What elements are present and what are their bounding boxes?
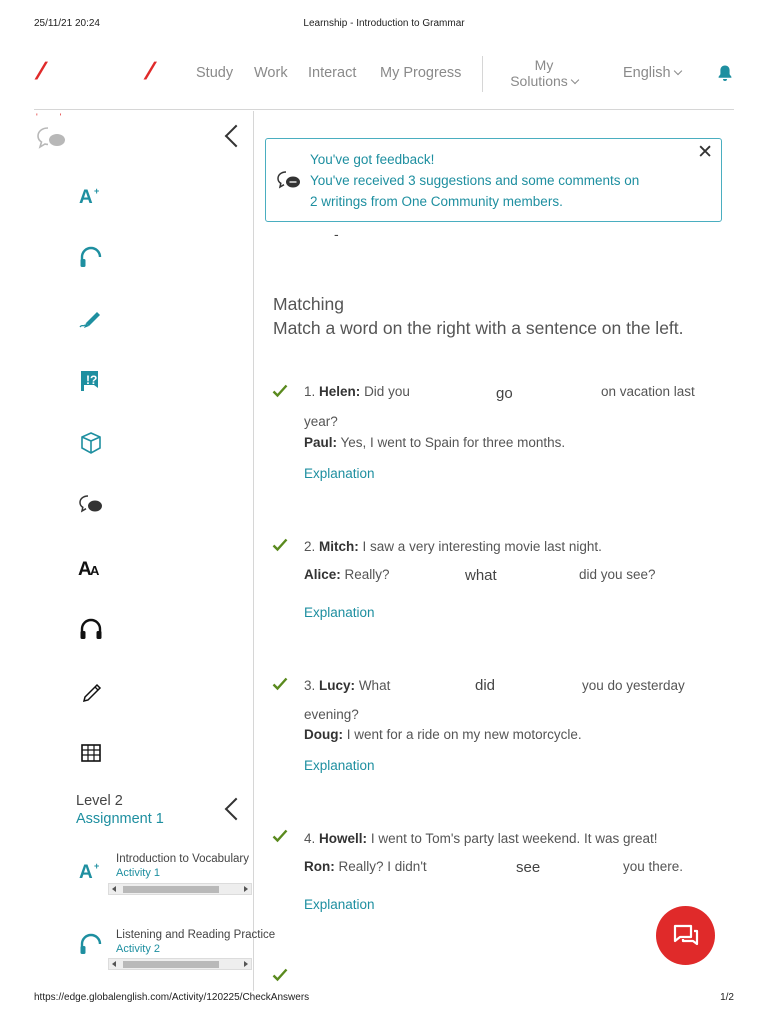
print-title: Learnship - Introduction to Grammar <box>303 18 465 29</box>
answer-word[interactable]: go <box>496 385 513 402</box>
question-text: I went to Tom's party last weekend. It was great! <box>370 831 658 846</box>
typography-icon[interactable] <box>78 554 104 580</box>
chat-bubbles-icon[interactable] <box>36 125 68 153</box>
response-text: Yes, I went to Spain for three months. <box>340 435 566 450</box>
nav-my-progress[interactable]: My Progress <box>380 65 462 81</box>
nav-solutions-line2: Solutions <box>510 73 568 89</box>
speaker-name: Helen: <box>319 384 361 399</box>
chat-icon <box>673 924 699 948</box>
speaker-name: Paul: <box>304 435 338 450</box>
question-book-icon[interactable] <box>78 368 104 394</box>
explanation-link[interactable]: Explanation <box>304 466 375 481</box>
grid-icon[interactable] <box>78 740 104 766</box>
check-icon <box>272 538 288 552</box>
font-size-icon[interactable] <box>78 182 104 208</box>
activity-2-label[interactable]: Activity 2 <box>116 943 161 955</box>
speaker-name: Mitch: <box>319 539 359 554</box>
response-text: Really? <box>344 567 390 582</box>
svg-text:+: + <box>94 186 100 196</box>
question-text: evening? <box>304 707 359 722</box>
svg-text:+: + <box>94 861 100 871</box>
answer-word[interactable]: did <box>475 677 496 694</box>
print-page-number: 1/2 <box>720 992 734 1003</box>
speaker-name: Doug: <box>304 727 343 742</box>
language-label: English <box>623 65 671 81</box>
collapse-assignment-chevron-icon[interactable] <box>225 798 248 821</box>
chat-button[interactable] <box>656 906 715 965</box>
scroll-left-icon[interactable] <box>112 886 116 892</box>
top-navigation <box>34 50 734 110</box>
feedback-line-2: You've received 3 suggestions and some comments on <box>310 173 640 188</box>
question-text: I saw a very interesting movie last night. <box>362 539 602 554</box>
check-icon <box>272 384 288 398</box>
chat-bubbles-icon[interactable] <box>78 492 104 518</box>
chevron-down-icon <box>571 76 579 84</box>
check-icon <box>272 968 288 982</box>
explanation-link[interactable]: Explanation <box>304 758 375 773</box>
answer-word[interactable]: what <box>465 567 497 584</box>
chevron-down-icon <box>673 67 681 75</box>
nav-work[interactable]: Work <box>254 65 288 81</box>
sidebar <box>34 111 276 991</box>
speaker-name: Ron: <box>304 859 335 874</box>
logo-mark-right[interactable]: / <box>143 58 156 85</box>
activity-instruction: Match a word on the right with a sentence on the left. <box>273 318 684 338</box>
activity-1-scrollbar[interactable] <box>108 883 252 895</box>
question-text: Did you <box>364 384 410 399</box>
explanation-link[interactable]: Explanation <box>304 897 375 912</box>
pencil-icon[interactable] <box>78 678 104 704</box>
response-text: did you see? <box>579 567 656 582</box>
activity-1-label[interactable]: Activity 1 <box>116 867 161 879</box>
nav-solutions-line1: My <box>534 57 554 73</box>
scroll-right-icon[interactable] <box>244 961 248 967</box>
speaker-name: Alice: <box>304 567 341 582</box>
headphones-icon[interactable] <box>78 244 104 270</box>
question-number: 2. <box>304 539 316 554</box>
svg-text:A: A <box>90 563 100 578</box>
question-text: on vacation last <box>601 384 695 399</box>
svg-text:A: A <box>79 187 93 208</box>
print-header <box>0 18 768 32</box>
speaker-name: Howell: <box>319 831 368 846</box>
logo-mark-left[interactable]: / <box>34 58 47 85</box>
feedback-line-3: 2 writings from One Community members. <box>310 194 563 209</box>
print-url: https://edge.globalenglish.com/Activity/120225/CheckAnswers <box>34 992 310 1003</box>
bell-icon[interactable] <box>717 64 733 82</box>
scroll-thumb[interactable] <box>123 961 219 968</box>
activity-2-scrollbar[interactable] <box>108 958 252 970</box>
feedback-message[interactable] <box>310 149 690 212</box>
header-dash: - <box>334 226 339 242</box>
speaker-name: Lucy: <box>319 678 356 693</box>
answer-word[interactable]: see <box>516 859 541 876</box>
nav-study[interactable]: Study <box>196 65 234 81</box>
scroll-right-icon[interactable] <box>244 886 248 892</box>
activity-2-title[interactable]: Listening and Reading Practice <box>116 929 276 941</box>
nav-my-solutions-dropdown[interactable] <box>504 57 584 89</box>
svg-text:A: A <box>79 862 93 883</box>
response-text: Really? I didn't <box>338 859 427 874</box>
svg-text:A: A <box>78 559 92 580</box>
font-size-icon[interactable] <box>78 857 104 883</box>
chat-bubbles-icon <box>276 169 302 193</box>
scroll-left-icon[interactable] <box>112 961 116 967</box>
language-dropdown[interactable] <box>623 65 681 81</box>
print-footer <box>0 992 768 1006</box>
print-datetime: 25/11/21 20:24 <box>34 18 100 29</box>
feedback-notification <box>265 138 722 222</box>
cube-icon[interactable] <box>78 430 104 456</box>
pencil-icon[interactable] <box>78 306 104 332</box>
question-text: you do yesterday <box>582 678 685 693</box>
feedback-line-1: You've got feedback! <box>310 152 435 167</box>
headphones-icon[interactable] <box>78 616 104 642</box>
headphones-icon[interactable] <box>78 931 104 957</box>
check-icon <box>272 677 288 691</box>
collapse-sidebar-chevron-icon[interactable] <box>225 125 248 148</box>
sidebar-tick-marks: '' <box>36 112 84 122</box>
nav-interact[interactable]: Interact <box>308 65 357 81</box>
level-title: Level 2 <box>76 793 123 809</box>
scroll-thumb[interactable] <box>123 886 219 893</box>
assignment-link[interactable]: Assignment 1 <box>76 811 164 827</box>
explanation-link[interactable]: Explanation <box>304 605 375 620</box>
svg-text:!?: !? <box>86 373 98 387</box>
nav-divider <box>482 56 483 92</box>
response-text: I went for a ride on my new motorcycle. <box>346 727 582 742</box>
response-text: you there. <box>623 859 684 874</box>
activity-title: Matching <box>273 294 345 314</box>
check-icon <box>272 829 288 843</box>
question-text: What <box>358 678 391 693</box>
question-number: 3. <box>304 678 316 693</box>
activity-1-title[interactable]: Introduction to Vocabulary <box>116 853 249 865</box>
question-number: 1. <box>304 384 316 399</box>
close-icon[interactable]: ✕ <box>697 142 713 163</box>
question-number: 4. <box>304 831 316 846</box>
question-text: year? <box>304 414 338 429</box>
